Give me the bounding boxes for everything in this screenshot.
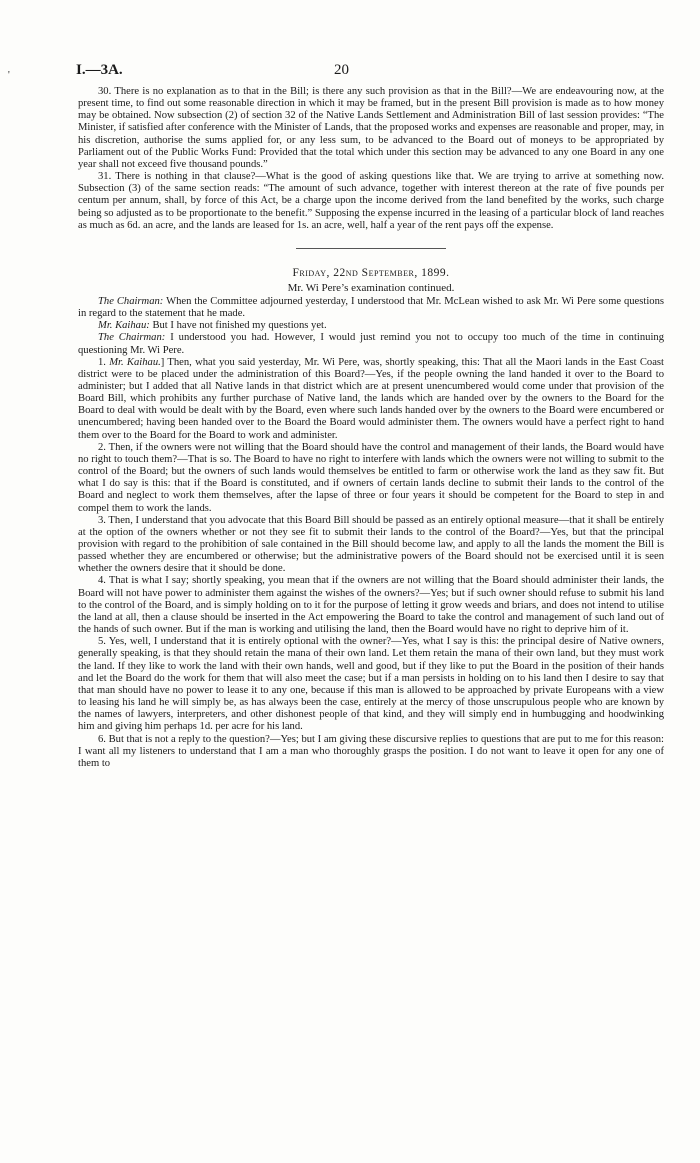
answer-q4: 4. That is what I say; shortly speaking, you mean that if the owners are not willing that the Board should administer their lands, the Board will not have power to administer them against the wishes of the owners?—Yes; but if such owner should refuse to submit his land to the control of the Board, and is simply holding on to it for the purpose of letting it grow weeds and briars, and does not intend to utilise the land at all, then a clause should be inserted in the Act empowering the Board to take the control and management of such land out of the hands of such owner. But if the man is working and utilising the land, then the Board would have no right to deprive him of it. — [78, 575, 664, 636]
answer-q2: 2. Then, if the owners were not willing that the Board should have the control and management of their lands, the Board would have no right to touch them?—That is so. The Board to have no right to interfere with lands which the owners were not willing to submit to the control of the Board; but the owners of such lands would themselves be entitled to farm or otherwise work the land as they saw fit. But what I do say is this: that if the Board is constituted, and if owners of certain lands decline to submit their lands to the control of the Board and neglect to work them themselves, after the lapse of three or four years it should be competent for the Board to step in and compel them to work the lands. — [78, 441, 664, 514]
document-page — [8, 62, 665, 770]
dialogue-text: But I have not finished my questions yet. — [149, 320, 327, 332]
dialogue-text: When the Committee adjourned yesterday, I understood that Mr. McLean wished to ask Mr. Wi Pere some questions in regard to the statement that he made. — [78, 295, 664, 320]
page-number: 20 — [334, 62, 349, 78]
dialogue-kaihau — [78, 320, 664, 332]
answer-q6: 6. But that is not a reply to the question?—Yes; but I am giving these discursive replies to questions that are put to me for this reason: I want all my listeners to understand that I am a man who thoroughly grasps the position. I do not want to leave it open for any one of them to — [78, 733, 664, 769]
speaker-label: The Chairman: — [98, 295, 164, 307]
session-subtitle: Mr. Wi Pere’s examination continued. — [287, 281, 455, 294]
speaker-label: The Chairman: — [98, 332, 166, 344]
dialogue-text: I understood you had. However, I would just remind you not to occupy too much of the time in continuing questioning Mr. Wi Pere. — [78, 332, 664, 356]
answer-q5: 5. Yes, well, I understand that it is entirely optional with the owner?—Yes, what I say is this: the principal desire of Native owners, generally speaking, is that they should retain the mana of their own land. Let them retain the mana of their own land, but they must work the land. If they like to work the land with their own hands, well and good, but if they like to put the Board in the position of their hands and let the Board do the work for them that will also meet the case; but if a man persists in holding on to his land then I desire to say that that man should have no power to lease it to any one, because if this man is allowed to be approached by private Europeans with a view to leasing his land he will simply be, as has always been the case, entirely at the mercy of those unscrupulous people who are known by the names of lawyers, interpreters, and other dishonest people of that kind, and they will simply end in humbugging and hoodwinking him and giving him perhaps 1d. per acre for his land. — [78, 636, 664, 733]
paragraph-q31: 31. There is nothing in that clause?—What is the good of asking questions like that. We are trying to arrive at something now. Subsection (3) of the same section reads: “The amount of such advance, together with interest thereon at the rate of five pounds per centum per annum, shall, by force of this Act, be a charge upon the income derived from the land benefited by the works, such charge being so adjusted as to be proportionate to the benefit.” Supposing the expense incurred in the leasing of a particular block of land reaches as much as 6d. an acre, and the lands are leased for 1s. an acre, well, half a year of the rent pays off the expense. — [78, 171, 665, 231]
dialogue-chairman-1 — [78, 296, 664, 320]
section-divider — [296, 248, 446, 249]
answer-text: ] Then, what you said yesterday, Mr. Wi Pere, was, shortly speaking, this: That all the Maori lands in the East Coast district were to be placed under the administration of this Board?—Yes, if the people owning the land handed it over to the Board to administer; but I added that all Native lands in that district which are at present unencumbered would come under that provision of the Board Bill, which prohibits any further purchase of Native land, the lands which are handed over by the owners to the Board for the Board to deal with would be dealt with by the Board, even where such lands handed over by the owners to the Board were encumbered or unencumbered; having been handed over to the Board the Board would administer them. The owners would have a perfect right to hand them over to the Board for the Board to work and administer. — [78, 356, 664, 441]
session-date: Friday, 22nd September, 1899. — [292, 266, 450, 279]
speaker-label: Mr. Kaihau: — [98, 320, 150, 332]
answer-q3: 3. Then, I understand that you advocate that this Board Bill should be passed as an entirely optional measure—that it shall be entirely at the option of the owners whether or not they see fit to submit their lands to the control of the Board?—Yes, but that the principal provision with regard to the prohibition of sale contained in the Bill should become law, and apply to all the lands the moment the Bill is passed whether they are encumbered or otherwise; but the administrative powers of the Board should not be exercised until it is seen whether the owners desire that it should be done. — [78, 514, 664, 575]
page-header — [8, 62, 664, 86]
question-number: 1. — [98, 356, 110, 368]
margin-mark: ' — [8, 70, 10, 81]
paragraph-q30: 30. There is no explanation as to that in the Bill; is there any such provision as that in the Bill?—We are endeavouring now, at the present time, to find out some reasonable direction in which it may be framed, but in the present Bill provision is made as to how money may be obtained. Now subsection (2) of section 32 of the Native Lands Settlement and Administration Bill of last session provides: “The Minister, if satisfied after conference with the Minister of Lands, that the proposed works and expenses are reasonable and proper, may, in his discretion, authorise the sums applied for, or any less sum, to be advanced to the Board out of moneys to be appropriated by Parliament out of the Public Works Fund: Provided that the total which under this section may be advanced to any one Board in any one year shall not exceed five thousand pounds.” — [78, 86, 664, 170]
dialogue-chairman-2 — [78, 332, 664, 356]
document-reference: I.—3A. — [76, 62, 123, 78]
answer-q1 — [78, 357, 664, 442]
speaker-label: Mr. Kaihau. — [109, 356, 161, 368]
